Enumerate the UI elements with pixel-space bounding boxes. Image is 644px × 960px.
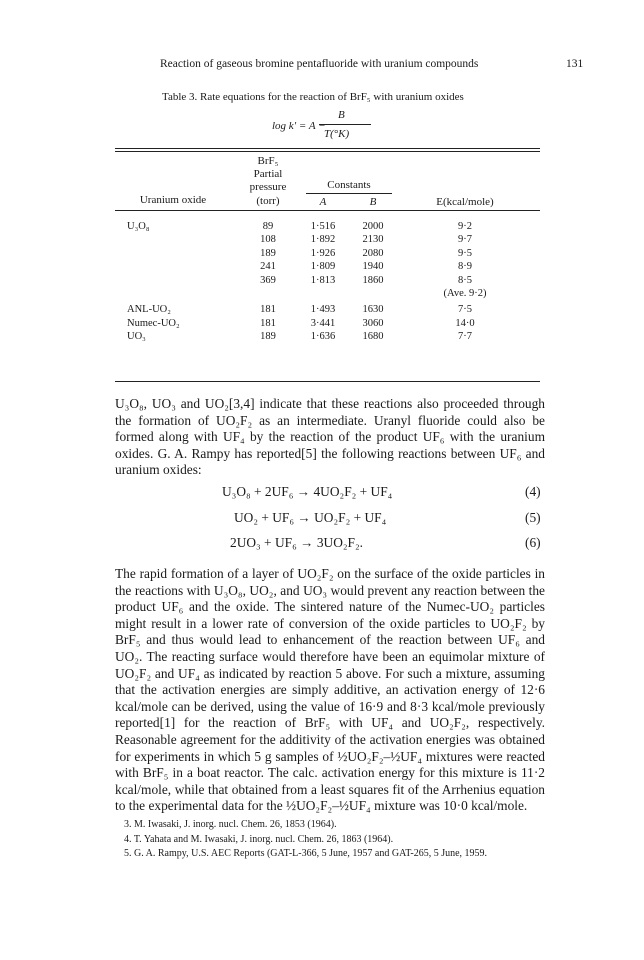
a-header: A [319, 196, 327, 208]
table-cell-e: 8·5 [458, 274, 472, 286]
pressure-header-line: (torr) [256, 194, 280, 207]
table-cell-b: 1680 [362, 331, 384, 343]
rate-equation [262, 109, 402, 143]
table-cell-a: 1·813 [310, 274, 336, 286]
table-cell-p: 181 [260, 304, 276, 316]
table-cell-p: 241 [260, 261, 276, 273]
reaction-6: 2UO₃ + UF₆ → 3UO₂F₂. [230, 535, 363, 550]
table-cell-e: (Ave. 9·2) [443, 288, 487, 299]
equation-numerator: B [338, 109, 345, 121]
reference-item: 4. T. Yahata and M. Iwasaki, J. inorg. nucl. Chem. 26, 1863 (1964). [124, 833, 394, 845]
pressure-header-line: Partial [253, 168, 283, 181]
paragraph-text: U₃O₈, UO₃ and UO₂[3,4] indicate that these reactions also proceeded through the formation of UO₂F₂ as an intermediate. Uranyl fluoride could also be formed along with UF₄ by the reaction of the product UF₆ with the uranium oxides. G. A. Rampy has reported[5] the following reactions between UF₆ and uranium oxides: [115, 396, 545, 478]
reaction-number: (6) [525, 535, 541, 550]
table-cell-oxide: Numec-UO₂ [127, 317, 180, 329]
table-cell-a: 1·926 [310, 247, 336, 259]
table-cell-oxide: U₃O₈ [127, 221, 150, 232]
table-cell-b: 2000 [362, 221, 384, 232]
equation-lhs: log k′ = A − [272, 120, 326, 132]
table-cell-b: 2080 [362, 247, 384, 259]
table-cell-e: 9·2 [458, 221, 472, 232]
paragraph-text: The rapid formation of a layer of UO₂F₂ on the surface of the oxide particles in the reactions with U₃O₈, UO₂, and UO₃ would prevent any reaction between the product UF₆ and the oxide. The sintered nature of the Numec-UO₂ particles might result in a lower rate of conversion of the oxide particles to UO₂F₂ by BrF₅ and thus would lead to enhancement of the reaction between UF₆ and UO₂. The reacting surface would therefore have been an equimolar mixture of UO₂F₂ and UF₄ as indicated by reaction 5 above. For such a mixture, assuming that the activation energies are simply additive, an activation energy of 12·6 kcal/mole can be derived, using the value of 16·9 and 8·3 kcal/mole previously reported[1] for the reaction of BrF₅ with UF₄ and UO₂F₂, respectively. Reasonable agreement for the additivity of the activation energies was obtained for experiments in which 5 g samples of ½UO₂F₂–½UF₄ mixtures were reacted with BrF₅ in a boat reactor. The calc. activation energy for this mixture is 11·2 kcal/mole, while that obtained from a least squares fit of the Arrhenius equation to the experimental data for the ½UO₂F₂–½UF₄ mixture was 10·0 kcal/mole. [115, 566, 545, 814]
table-cell-a: 1·516 [310, 221, 336, 232]
table-cell-a: 1·892 [310, 234, 336, 246]
pressure-header-line: pressure [249, 181, 287, 194]
table-cell-p: 89 [262, 221, 274, 232]
table-cell-p: 189 [260, 247, 276, 259]
paragraph-1 [115, 396, 545, 479]
paragraph-2 [115, 566, 545, 815]
table-cell-p: 108 [260, 234, 276, 246]
table-cell-oxide: ANL-UO₂ [127, 304, 171, 316]
table-cell-e: 9·5 [458, 247, 472, 259]
table-caption: Table 3. Rate equations for the reaction of BrF₅ with uranium oxides [162, 91, 464, 103]
table-cell-b: 3060 [362, 317, 384, 329]
table-cell-p: 189 [260, 331, 276, 343]
table-cell-a: 1·636 [310, 331, 336, 343]
pressure-header-line: BrF₅ [257, 155, 279, 167]
running-header [0, 58, 644, 74]
table-cell-a: 1·493 [310, 304, 336, 316]
table-top-rule [115, 148, 540, 149]
reaction-number: (4) [525, 484, 541, 499]
reference-item: 3. M. Iwasaki, J. inorg. nucl. Chem. 26, 1853 (1964). [124, 819, 337, 830]
table-cell-a: 3·441 [310, 317, 336, 329]
fraction-bar [319, 124, 371, 125]
reaction-number: (5) [525, 510, 541, 525]
table-cell-b: 1940 [362, 261, 384, 273]
table-top-rule-2 [115, 151, 540, 152]
constants-underline [306, 193, 392, 194]
table-cell-p: 181 [260, 317, 276, 329]
reaction-4: U₃O₈ + 2UF₆ → 4UO₂F₂ + UF₄ [222, 484, 393, 499]
table-cell-e: 14·0 [455, 317, 475, 329]
table-bottom-rule [115, 381, 540, 382]
table-cell-b: 2130 [362, 234, 384, 246]
e-header: E(kcal/mole) [436, 196, 494, 208]
table-cell-e: 7·5 [458, 304, 472, 316]
table-cell-b: 1860 [362, 274, 384, 286]
oxide-header: Uranium oxide [139, 194, 207, 206]
table-cell-e: 7·7 [458, 331, 472, 343]
b-header: B [369, 196, 377, 208]
table-cell-e: 9·7 [458, 234, 472, 246]
equation-denominator: T(°K) [324, 128, 350, 140]
constants-header: Constants [327, 179, 371, 191]
table-cell-p: 369 [260, 274, 276, 286]
table-header-rule [115, 210, 540, 211]
table-cell-e: 8·9 [458, 261, 472, 273]
reaction-5: UO₂ + UF₆ → UO₂F₂ + UF₄ [234, 510, 387, 525]
references [124, 818, 487, 862]
reference-item: 5. G. A. Rampy, U.S. AEC Reports (GAT-L-366, 5 June, 1957 and GAT-265, 5 June, 1959. [124, 848, 488, 859]
table-cell-a: 1·809 [310, 261, 336, 273]
running-title: Reaction of gaseous bromine pentafluoride with uranium compounds [160, 58, 479, 70]
pressure-header [238, 155, 298, 208]
page-number: 131 [566, 58, 584, 70]
table-cell-b: 1630 [362, 304, 384, 316]
table-cell-oxide: UO₃ [127, 331, 146, 343]
